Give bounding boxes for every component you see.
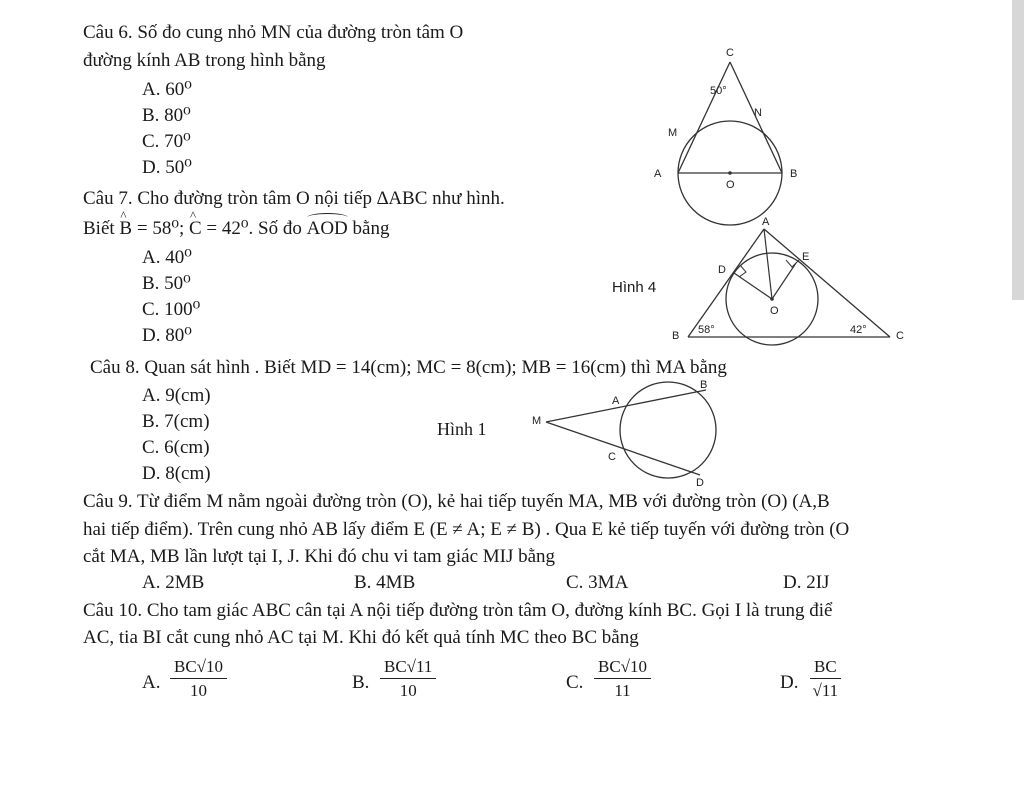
- q8-option-c: C. 6(cm): [142, 437, 210, 458]
- q10-option-a-letter: A.: [142, 672, 161, 693]
- q10-line2: AC, tia BI cắt cung nhỏ AC tại M. Khi đó kết quả tính MC theo BC bằng: [83, 627, 639, 648]
- q10-option-c-denominator: 11: [614, 681, 631, 700]
- q7-line2: [83, 218, 389, 240]
- q8-option-d: D. 8(cm): [142, 463, 211, 484]
- q6-option-c: C. 70⁰: [142, 131, 191, 152]
- q7-prefix: Biết: [83, 218, 115, 239]
- q6-label-o: O: [726, 179, 735, 191]
- q10-option-b-numerator: BC√11: [380, 656, 436, 679]
- q6-label-b: B: [790, 168, 798, 180]
- q10-option-c-numerator: BC√10: [594, 656, 651, 679]
- q10-option-c-letter: C.: [566, 672, 584, 693]
- q7-label-angle-b: 58°: [698, 324, 715, 336]
- q6-label-c: C: [726, 47, 734, 59]
- q7-arc-aod: AOD: [306, 218, 348, 239]
- q10-option-b-fraction: [380, 656, 436, 703]
- q6-label-angle: 50°: [710, 85, 727, 97]
- scan-edge-shadow: [1012, 0, 1024, 300]
- q9-option-d: D. 2IJ: [783, 572, 830, 593]
- q8-figure-caption: Hình 1: [437, 419, 487, 439]
- q7-label-angle-c: 42°: [850, 324, 867, 336]
- q8-label-m: M: [532, 415, 542, 427]
- q10-option-a-numerator: BC√10: [170, 656, 227, 679]
- q8-option-a: A. 9(cm): [142, 385, 211, 406]
- q6-label-m: M: [668, 127, 678, 139]
- q10-line1: Câu 10. Cho tam giác ABC cân tại A nội tiếp đường tròn tâm O, đường kính BC. Gọi I là trung điể: [83, 600, 833, 621]
- q10-option-d-numerator: BC: [810, 656, 841, 679]
- q8-label-c: C: [608, 451, 616, 463]
- q6-figure: [650, 40, 820, 230]
- q8-secant-mb: [546, 390, 706, 422]
- q7-label-b: B: [672, 330, 680, 342]
- q8-figure: [528, 378, 728, 488]
- q7-label-d: D: [718, 264, 726, 276]
- q7-angle-b: ^ B: [119, 218, 132, 240]
- q6-option-d: D. 50⁰: [142, 157, 192, 178]
- q7-line1: Câu 7. Cho đường tròn tâm O nội tiếp ∆ABC như hình.: [83, 188, 505, 209]
- q9-option-b: B. 4MB: [354, 572, 416, 593]
- q10-option-d-letter: D.: [780, 672, 799, 693]
- q8-secant-md: [546, 422, 700, 475]
- q9-option-c: C. 3MA: [566, 572, 629, 593]
- q6-option-a: A. 60⁰: [142, 79, 192, 100]
- q7-figure: [668, 215, 913, 350]
- q8-label-b: B: [700, 379, 708, 391]
- q7-angle-c-value: = 42⁰: [206, 218, 249, 239]
- q10-option-d-denominator: √11: [812, 681, 839, 700]
- q6-point-o: [728, 171, 732, 175]
- q9-line1: Câu 9. Từ điểm M nằm ngoài đường tròn (O), kẻ hai tiếp tuyến MA, MB với đường tròn (O) (A,B: [83, 491, 830, 512]
- q7-point-o: [770, 297, 774, 301]
- q9-line3: cắt MA, MB lần lượt tại I, J. Khi đó chu vi tam giác MIJ bằng: [83, 546, 556, 567]
- q6-option-b: B. 80⁰: [142, 105, 191, 126]
- q7-side-ab: [688, 229, 764, 337]
- q6-label-n: N: [754, 107, 762, 119]
- q9-option-a: A. 2MB: [142, 572, 205, 593]
- q8-label-d: D: [696, 477, 704, 488]
- q7-suffix: bằng: [352, 218, 390, 239]
- q7-segment-oe: [772, 263, 796, 299]
- q8-option-b: B. 7(cm): [142, 411, 210, 432]
- q7-angle-c: ^ C: [189, 218, 202, 240]
- q7-label-a: A: [762, 216, 770, 228]
- q6-line1: Câu 6. Số đo cung nhỏ MN của đường tròn tâm O: [83, 22, 464, 43]
- q7-figure-caption: Hình 4: [612, 279, 657, 296]
- q6-label-a: A: [654, 168, 662, 180]
- q7-option-b: B. 50⁰: [142, 273, 191, 294]
- q10-option-d-fraction: [810, 656, 841, 703]
- q7-angle-b-value: = 58⁰;: [136, 218, 185, 239]
- q6-line2: đường kính AB trong hình bằng: [83, 50, 326, 71]
- q7-option-a: A. 40⁰: [142, 247, 192, 268]
- q7-option-d: D. 80⁰: [142, 325, 192, 346]
- q10-option-c-fraction: [594, 656, 651, 703]
- q10-option-a-fraction: [170, 656, 227, 703]
- q8-line1: Câu 8. Quan sát hình . Biết MD = 14(cm); MC = 8(cm); MB = 16(cm) thì MA bằng: [90, 357, 727, 378]
- q10-option-a-denominator: 10: [190, 681, 207, 700]
- q6-side-ca: [678, 62, 730, 173]
- q8-label-a: A: [612, 395, 620, 407]
- q7-label-o: O: [770, 305, 779, 317]
- q7-segment-ao: [764, 229, 772, 299]
- q7-label-c: C: [896, 330, 904, 342]
- q9-line2: hai tiếp điểm). Trên cung nhỏ AB lấy điểm E (E ≠ A; E ≠ B) . Qua E kẻ tiếp tuyến với đường tròn (O: [83, 519, 850, 540]
- q7-mid: . Số đo: [248, 218, 302, 239]
- q10-option-b-letter: B.: [352, 672, 370, 693]
- q7-label-e: E: [802, 251, 810, 263]
- q7-option-c: C. 100⁰: [142, 299, 201, 320]
- q10-option-b-denominator: 10: [399, 681, 417, 700]
